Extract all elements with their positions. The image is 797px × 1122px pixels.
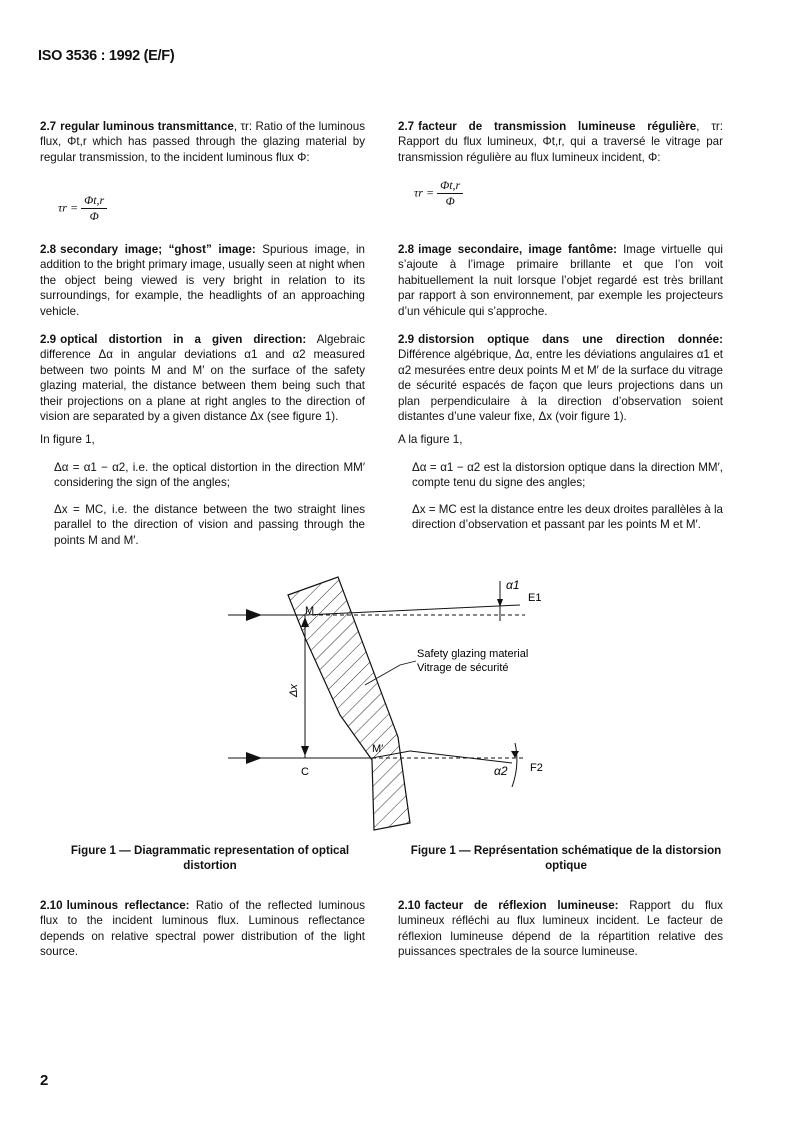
section-text: Ratio of the luminous flux, Φt,r which has passed through the glazing material by regular transmission, to the incident luminous flux Φ:	[40, 120, 365, 164]
section-text: Rapport du flux lumineux, Φt,r, qui a traversé le vitrage par transmission régulière au flux lumineux incident, Φ:	[398, 135, 723, 164]
section-text: Rapport du flux lumineux réfléchi au flux lumineux incident. Le facteur de réflexion lumineuse dépend de la répartition relative des puissances spectrales de la source lumineuse.	[398, 899, 723, 959]
section-2-9-fr	[398, 332, 723, 424]
section-2-10-fr	[398, 898, 723, 960]
section-number: 2.9	[40, 333, 57, 346]
formula-en	[58, 193, 107, 224]
caption-line-2: distortion	[183, 859, 237, 872]
formula-numerator: Φt,r	[437, 178, 463, 194]
section-symbol: , τr:	[233, 120, 253, 133]
label-alpha2: α2	[494, 764, 508, 778]
section-number: 2.7	[398, 120, 415, 133]
formula-lhs: τr =	[58, 200, 79, 215]
label-e1: E1	[528, 592, 542, 604]
section-term: distorsion optique dans une direction donnée:	[418, 333, 723, 346]
label-alpha1: α1	[506, 578, 520, 592]
figure-caption-fr	[396, 843, 736, 873]
label-glazing-en: Safety glazing material	[417, 648, 529, 660]
alpha2-marker	[512, 743, 517, 787]
caption-line-2: optique	[545, 859, 587, 872]
section-number: 2.8	[40, 243, 57, 256]
section-2-8-fr	[398, 242, 723, 319]
section-2-7-en	[40, 119, 365, 165]
arrow-icon	[246, 609, 262, 621]
section-term: luminous reflectance:	[66, 899, 190, 912]
label-m: M	[305, 605, 315, 617]
figure-1-diagram	[0, 565, 797, 835]
arrow-icon	[301, 746, 309, 756]
label-f2: F2	[530, 762, 543, 774]
label-m-prime: M′	[372, 743, 384, 755]
section-term: image secondaire, image fantôme:	[418, 243, 617, 256]
section-term: facteur de transmission lumineuse régulière	[418, 120, 697, 133]
section-2-9-en	[40, 332, 365, 424]
caption-line-1: Figure 1 — Représentation schématique de la distorsion	[410, 844, 722, 857]
formula-fr	[414, 178, 463, 209]
section-term: optical distortion in a given direction:	[60, 333, 307, 346]
section-number: 2.7	[40, 120, 57, 133]
standard-header: ISO 3536 : 1992 (E/F)	[38, 48, 175, 64]
section-text: Image virtuelle qui s’ajoute à l’image primaire brillante et que l’on voit habituellement la nuit lorsque l’objet regardé est très brillant par rapport à son environnement, par exemple les projecteurs d’un véhicule qui s’approche.	[398, 243, 723, 318]
section-number: 2.8	[398, 243, 415, 256]
label-delta-x: Δx	[288, 684, 300, 697]
label-c: C	[301, 766, 309, 778]
section-number: 2.10	[40, 899, 63, 912]
label-glazing-fr: Vitrage de sécurité	[417, 662, 509, 674]
section-text: Différence algébrique, Δα, entre les déviations angulaires α1 et α2 mesurées entre deux points M et M′ de la surface du vitrage de sécurité espacés de façon que leurs projections dans un plan perpendiculaire à la direction d’observation soient distantes d’une valeur fixe, Δx (voir figure 1).	[398, 348, 723, 424]
section-number: 2.9	[398, 333, 415, 346]
section-number: 2.10	[398, 899, 421, 912]
definition-2-en: Δx = MC, i.e. the distance between the two straight lines parallel to the direction of vision and passing through the points M and M′.	[54, 503, 365, 547]
section-text: Spurious image, in addition to the bright primary image, usually seen at night when the object being viewed is very bright in relation to its surroundings, for example, the headlights of an approaching vehicle.	[40, 243, 366, 318]
page-number: 2	[40, 1072, 49, 1089]
arrow-icon	[511, 751, 519, 758]
caption-line-1: Figure 1 — Diagrammatic representation of optical	[70, 844, 350, 857]
section-2-10-en	[40, 898, 365, 960]
section-term: secondary image; “ghost” image:	[60, 243, 256, 256]
section-text: Algebraic difference Δα in angular deviations α1 and α2 measured between two points M and M′ on the surface of the safety glazing material, the distance between them being such that their projections on a plane at right angles to the direction of vision are separated by a given distance Δx (see figure 1).	[40, 333, 365, 424]
in-figure-en: In figure 1,	[40, 433, 95, 446]
definition-2-fr: Δx = MC est la distance entre les deux droites parallèles à la direction d’observation et passant par les points M et M′.	[412, 503, 723, 532]
formula-numerator: Φt,r	[81, 193, 107, 209]
definition-1-en: Δα = α1 − α2, i.e. the optical distortion in the direction MM′ considering the sign of the angles;	[54, 461, 365, 490]
in-figure-fr: A la figure 1,	[398, 433, 463, 446]
arrow-icon	[246, 752, 262, 764]
section-symbol: , τr:	[696, 120, 723, 133]
section-text: Ratio of the reflected luminous flux to the incident luminous flux. Luminous reflectance depends on relative spectral power distribution of the light source.	[40, 899, 365, 959]
section-2-7-fr	[398, 119, 723, 165]
section-term: regular luminous transmittance	[60, 120, 234, 133]
formula-denominator: Φ	[89, 209, 99, 223]
section-term: facteur de réflexion lumineuse:	[424, 899, 619, 912]
figure-caption-en	[40, 843, 380, 873]
section-2-8-en	[40, 242, 365, 319]
emergent-ray-bottom-out	[410, 751, 512, 763]
definition-1-fr: Δα = α1 − α2 est la distorsion optique dans la direction MM′, compte tenu du signe des angles;	[412, 461, 723, 490]
formula-denominator: Φ	[445, 194, 455, 208]
formula-lhs: τr =	[414, 185, 435, 200]
